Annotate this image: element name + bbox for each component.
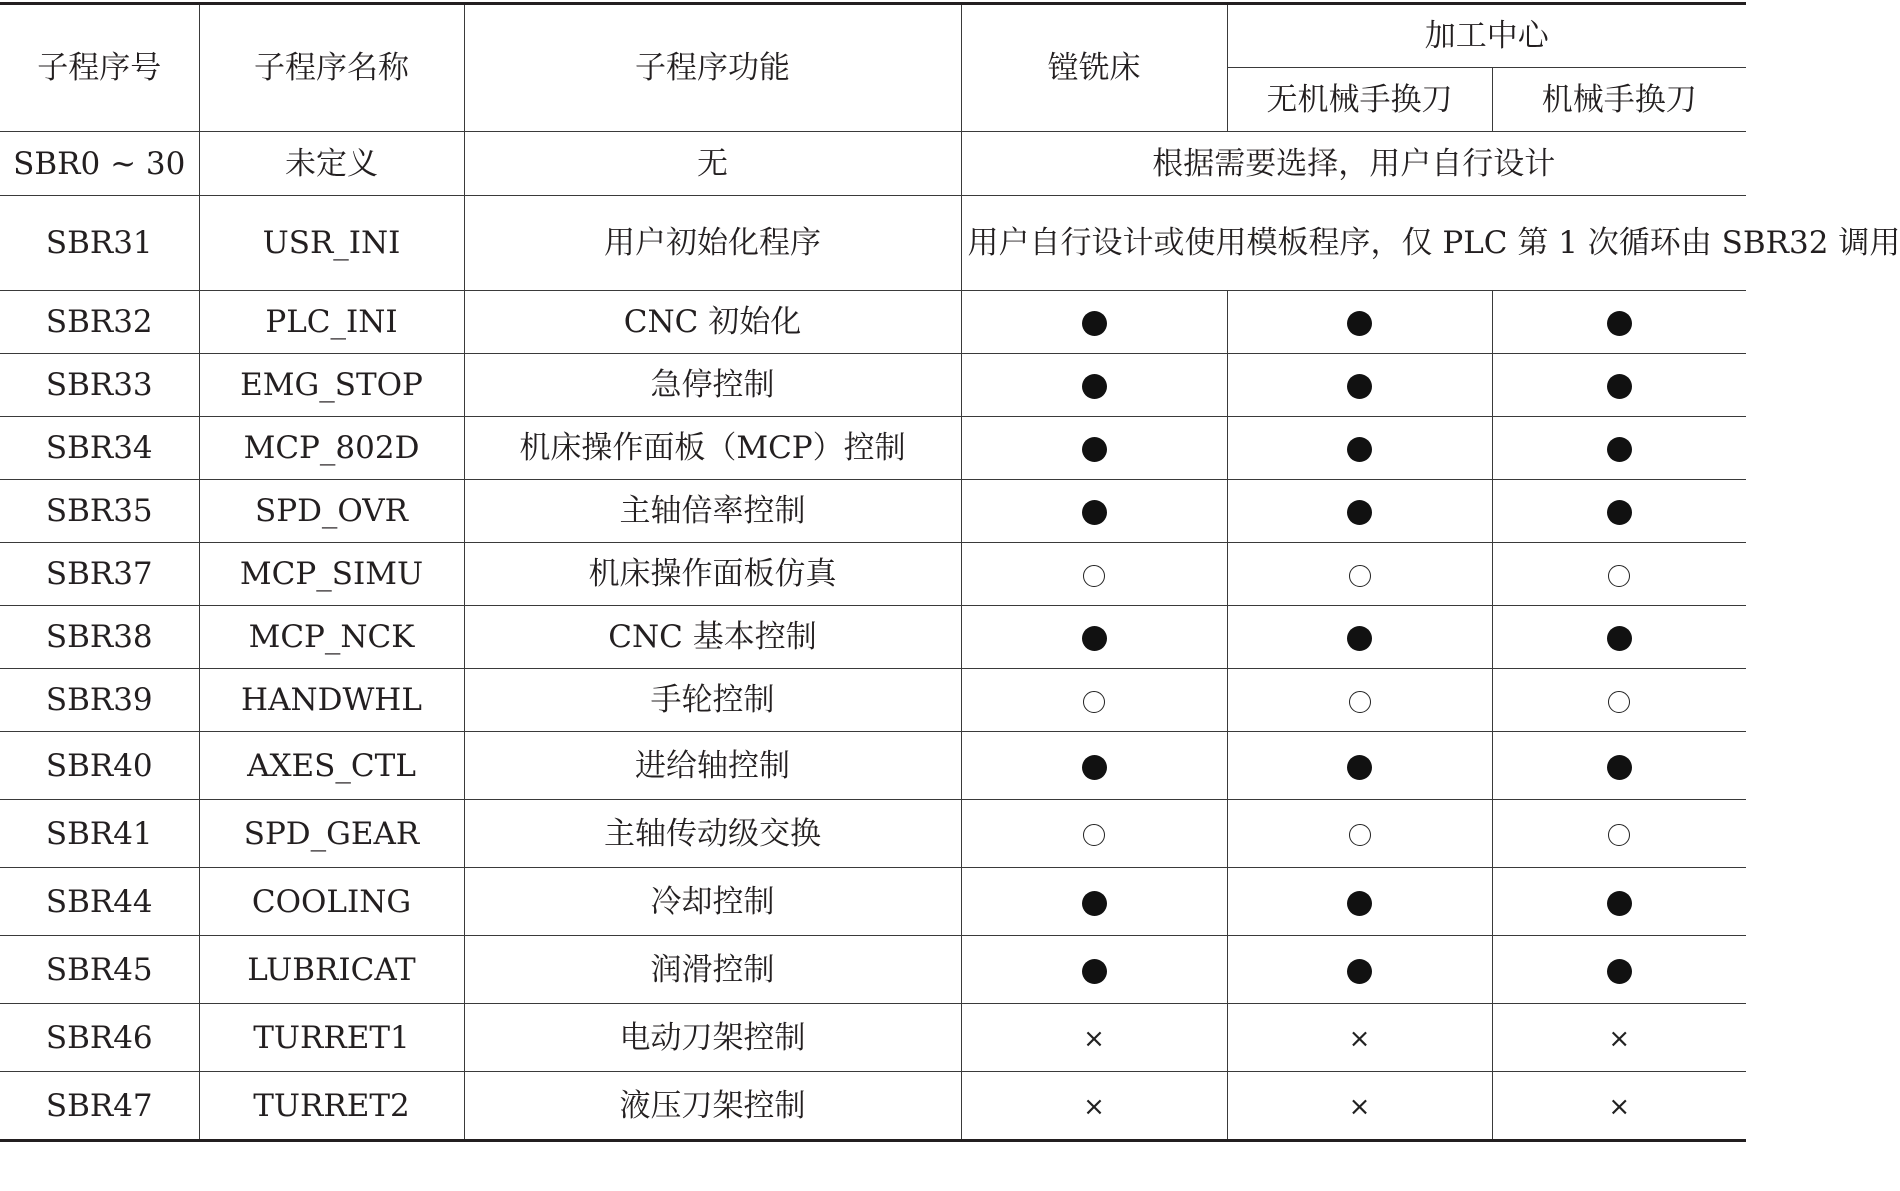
- cell-number: SBR44: [0, 868, 199, 936]
- table-row: [0, 1004, 1746, 1072]
- cell-no-manipulator: [1227, 354, 1492, 417]
- table-row: [0, 732, 1746, 800]
- filled-circle-icon: [1347, 959, 1372, 984]
- cell-function: 进给轴控制: [464, 732, 961, 800]
- cell-function: CNC 初始化: [464, 291, 961, 354]
- cell-note: 用户自行设计或使用模板程序，仅 PLC 第 1 次循环由 SBR32 调用: [961, 196, 1746, 291]
- cell-function: 润滑控制: [464, 936, 961, 1004]
- cell-name: MCP_NCK: [199, 606, 464, 669]
- cell-manipulator: [1492, 291, 1746, 354]
- cell-boring-mill: [961, 606, 1227, 669]
- cell-name: SPD_OVR: [199, 480, 464, 543]
- cell-name: AXES_CTL: [199, 732, 464, 800]
- cell-number: SBR35: [0, 480, 199, 543]
- filled-circle-icon: [1347, 437, 1372, 462]
- cell-number: SBR33: [0, 354, 199, 417]
- table-row: [0, 354, 1746, 417]
- cell-name: SPD_GEAR: [199, 800, 464, 868]
- cell-manipulator: [1492, 868, 1746, 936]
- cell-name: 未定义: [199, 132, 464, 196]
- subroutine-table: [0, 2, 1900, 1142]
- cell-boring-mill: [961, 543, 1227, 606]
- filled-circle-icon: [1347, 500, 1372, 525]
- header-name: 子程序名称: [199, 4, 464, 132]
- table-row: [0, 669, 1746, 732]
- filled-circle-icon: [1607, 437, 1632, 462]
- cell-note: 根据需要选择，用户自行设计: [961, 132, 1746, 196]
- cell-number: SBR39: [0, 669, 199, 732]
- cell-function: 主轴传动级交换: [464, 800, 961, 868]
- table-row: [0, 543, 1746, 606]
- cell-boring-mill: [961, 480, 1227, 543]
- table-row: [0, 606, 1746, 669]
- table-header: [0, 4, 1746, 132]
- header-boring-mill: 镗铣床: [961, 4, 1227, 132]
- cell-no-manipulator: [1227, 1004, 1492, 1072]
- cell-number: SBR31: [0, 196, 199, 291]
- cell-number: SBR38: [0, 606, 199, 669]
- cell-function: CNC 基本控制: [464, 606, 961, 669]
- cell-no-manipulator: [1227, 800, 1492, 868]
- cell-manipulator: [1492, 936, 1746, 1004]
- cell-boring-mill: [961, 800, 1227, 868]
- cell-name: LUBRICAT: [199, 936, 464, 1004]
- filled-circle-icon: [1082, 891, 1107, 916]
- table-row: [0, 132, 1746, 196]
- cell-name: MCP_802D: [199, 417, 464, 480]
- cell-manipulator: [1492, 732, 1746, 800]
- cell-boring-mill: [961, 1004, 1227, 1072]
- cross-mark-icon: ×: [1083, 1024, 1105, 1054]
- hollow-circle-icon: [1608, 565, 1630, 587]
- filled-circle-icon: [1607, 500, 1632, 525]
- cell-number: SBR34: [0, 417, 199, 480]
- table-row: [0, 868, 1746, 936]
- cell-manipulator: [1492, 1004, 1746, 1072]
- filled-circle-icon: [1082, 500, 1107, 525]
- cell-no-manipulator: [1227, 936, 1492, 1004]
- cell-boring-mill: [961, 669, 1227, 732]
- cell-number: SBR47: [0, 1072, 199, 1141]
- cell-boring-mill: [961, 417, 1227, 480]
- cell-manipulator: [1492, 417, 1746, 480]
- filled-circle-icon: [1347, 374, 1372, 399]
- filled-circle-icon: [1347, 755, 1372, 780]
- cell-function: 液压刀架控制: [464, 1072, 961, 1141]
- cell-no-manipulator: [1227, 291, 1492, 354]
- cell-manipulator: [1492, 606, 1746, 669]
- cell-boring-mill: [961, 732, 1227, 800]
- cell-function: 机床操作面板（MCP）控制: [464, 417, 961, 480]
- cell-boring-mill: [961, 354, 1227, 417]
- hollow-circle-icon: [1083, 565, 1105, 587]
- hollow-circle-icon: [1608, 691, 1630, 713]
- cell-name: COOLING: [199, 868, 464, 936]
- cell-name: USR_INI: [199, 196, 464, 291]
- filled-circle-icon: [1607, 891, 1632, 916]
- cell-function: 主轴倍率控制: [464, 480, 961, 543]
- cell-function: 机床操作面板仿真: [464, 543, 961, 606]
- cell-boring-mill: [961, 868, 1227, 936]
- cell-manipulator: [1492, 480, 1746, 543]
- filled-circle-icon: [1082, 311, 1107, 336]
- cell-name: PLC_INI: [199, 291, 464, 354]
- cell-manipulator: [1492, 354, 1746, 417]
- hollow-circle-icon: [1349, 824, 1371, 846]
- filled-circle-icon: [1347, 891, 1372, 916]
- header-no-manipulator: 无机械手换刀: [1227, 68, 1492, 132]
- header-machining-center: 加工中心: [1227, 4, 1746, 68]
- filled-circle-icon: [1607, 311, 1632, 336]
- cell-name: EMG_STOP: [199, 354, 464, 417]
- cross-mark-icon: ×: [1608, 1024, 1631, 1054]
- filled-circle-icon: [1347, 311, 1372, 336]
- cell-function: 冷却控制: [464, 868, 961, 936]
- cell-no-manipulator: [1227, 606, 1492, 669]
- header-number: 子程序号: [0, 4, 199, 132]
- cell-number: SBR32: [0, 291, 199, 354]
- header-function: 子程序功能: [464, 4, 961, 132]
- cell-manipulator: [1492, 669, 1746, 732]
- cell-boring-mill: [961, 291, 1227, 354]
- table-row: [0, 936, 1746, 1004]
- table-row: [0, 800, 1746, 868]
- cell-name: MCP_SIMU: [199, 543, 464, 606]
- hollow-circle-icon: [1083, 824, 1105, 846]
- table-row: [0, 291, 1746, 354]
- cell-no-manipulator: [1227, 543, 1492, 606]
- cell-number: SBR0 ~ 30: [0, 132, 199, 196]
- header-manipulator: 机械手换刀: [1492, 68, 1746, 132]
- filled-circle-icon: [1082, 755, 1107, 780]
- table-row: [0, 480, 1746, 543]
- cell-name: TURRET1: [199, 1004, 464, 1072]
- filled-circle-icon: [1607, 959, 1632, 984]
- cell-no-manipulator: [1227, 669, 1492, 732]
- cell-no-manipulator: [1227, 868, 1492, 936]
- cell-no-manipulator: [1227, 732, 1492, 800]
- filled-circle-icon: [1607, 755, 1632, 780]
- cell-number: SBR41: [0, 800, 199, 868]
- table-row: [0, 196, 1746, 291]
- table-row: [0, 417, 1746, 480]
- cross-mark-icon: ×: [1083, 1092, 1105, 1122]
- table-row: [0, 1072, 1746, 1141]
- hollow-circle-icon: [1608, 824, 1630, 846]
- hollow-circle-icon: [1349, 691, 1371, 713]
- filled-circle-icon: [1082, 959, 1107, 984]
- cell-no-manipulator: [1227, 417, 1492, 480]
- cell-no-manipulator: [1227, 480, 1492, 543]
- cell-number: SBR40: [0, 732, 199, 800]
- cell-no-manipulator: [1227, 1072, 1492, 1141]
- cell-manipulator: [1492, 800, 1746, 868]
- cell-name: TURRET2: [199, 1072, 464, 1141]
- filled-circle-icon: [1607, 626, 1632, 651]
- cell-function: 手轮控制: [464, 669, 961, 732]
- header-row-1: [0, 4, 1746, 68]
- cell-function: 无: [464, 132, 961, 196]
- cell-manipulator: [1492, 543, 1746, 606]
- cell-boring-mill: [961, 936, 1227, 1004]
- cell-number: SBR45: [0, 936, 199, 1004]
- cell-number: SBR46: [0, 1004, 199, 1072]
- table-body: [0, 132, 1900, 1141]
- cell-function: 电动刀架控制: [464, 1004, 961, 1072]
- cross-mark-icon: ×: [1348, 1092, 1371, 1122]
- hollow-circle-icon: [1083, 691, 1105, 713]
- cross-mark-icon: ×: [1608, 1092, 1631, 1122]
- filled-circle-icon: [1607, 374, 1632, 399]
- cross-mark-icon: ×: [1348, 1024, 1371, 1054]
- filled-circle-icon: [1347, 626, 1372, 651]
- filled-circle-icon: [1082, 437, 1107, 462]
- cell-number: SBR37: [0, 543, 199, 606]
- cell-function: 急停控制: [464, 354, 961, 417]
- cell-manipulator: [1492, 1072, 1746, 1141]
- cell-function: 用户初始化程序: [464, 196, 961, 291]
- cell-name: HANDWHL: [199, 669, 464, 732]
- cell-boring-mill: [961, 1072, 1227, 1141]
- hollow-circle-icon: [1349, 565, 1371, 587]
- filled-circle-icon: [1082, 626, 1107, 651]
- filled-circle-icon: [1082, 374, 1107, 399]
